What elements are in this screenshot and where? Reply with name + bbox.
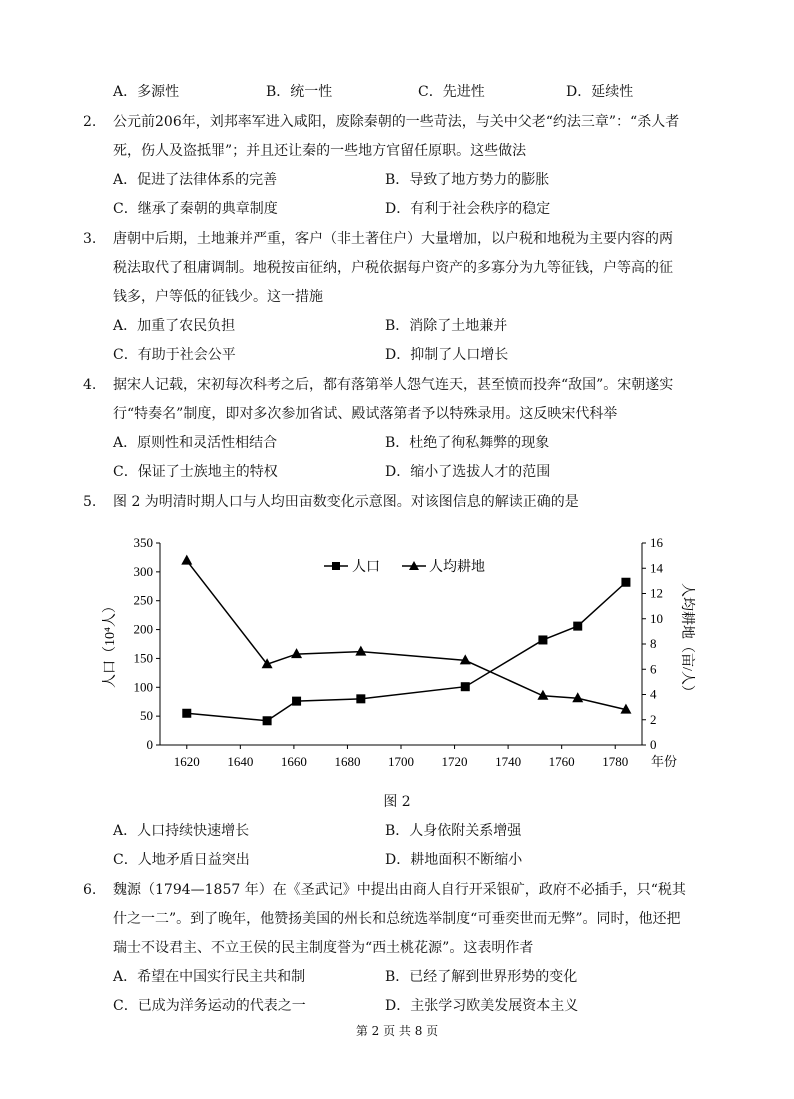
y-left-tick-label: 150: [133, 650, 153, 666]
q3-option-c: C．有助于社会公平: [113, 347, 236, 363]
x-tick-label: 1700: [388, 754, 414, 769]
population-point: [356, 694, 365, 703]
q5-number: 5.: [83, 494, 97, 510]
y-right-tick-label: 12: [650, 585, 663, 601]
q4-stem-line-2: 行“特奏名”制度，即对多次参加省试、殿试落第者予以特殊录用。这反映宋代科举: [113, 406, 618, 422]
x-tick-label: 1760: [548, 754, 575, 769]
q3-number: 3.: [83, 231, 97, 247]
population-point: [263, 716, 272, 725]
q4-option-c: C．保证了士族地主的特权: [113, 464, 278, 480]
y-left-tick-label: 350: [133, 535, 153, 550]
q6-option-b: B．已经了解到世界形势的变化: [385, 969, 578, 985]
y-left-tick-label: 0: [146, 737, 153, 752]
q2-stem-line-2: 死，伤人及盗抵罪”；并且还让秦的一些地方官留任原职。这些做法: [113, 143, 527, 159]
q4-stem-line-1: 据宋人记载，宋初每次科考之后，都有落第举人怨气连天，甚至愤而投奔“敌国”。宋朝遂实: [113, 377, 674, 393]
y-right-tick-label: 6: [650, 661, 657, 677]
y-right-tick-label: 14: [650, 560, 663, 576]
y-left-tick-label: 300: [133, 563, 153, 579]
population-point: [182, 709, 191, 718]
y-left-tick-label: 200: [133, 621, 153, 637]
q2-number: 2.: [83, 114, 97, 130]
x-tick-label: 1740: [495, 754, 522, 769]
q6-stem-line-2: 什之一二”。到了晚年，他赞扬美国的州长和总统选举制度“可垂奕世而无弊”。同时，他还把: [113, 911, 681, 927]
population-point: [292, 697, 301, 706]
x-tick-label: 1680: [334, 754, 361, 769]
q2-option-c: C．继承了秦朝的典章制度: [113, 201, 278, 217]
y-right-tick-label: 4: [650, 686, 657, 702]
q6-stem-line-1: 魏源（1794—1857 年）在《圣武记》中提出由商人自行开采银矿，政府不必插手，只“税其: [113, 882, 686, 898]
legend-farmland-label: 人均耕地: [429, 560, 485, 575]
farmland-point: [291, 648, 302, 658]
population-point: [621, 578, 630, 587]
x-tick-label: 1660: [280, 754, 307, 769]
q3-option-b: B．消除了土地兼并: [385, 318, 508, 334]
q6-option-d: D．主张学习欧美发展资本主义: [385, 998, 579, 1014]
y-left-tick-label: 250: [133, 592, 153, 608]
q4-option-d: D．缩小了选拔人才的范围: [385, 464, 551, 480]
series-line-1: [187, 582, 626, 721]
q5-option-d: D．耕地面积不断缩小: [385, 852, 523, 868]
q3-option-a: A．加重了农民负担: [113, 318, 236, 334]
farmland-point: [181, 555, 192, 565]
page-footer: 第 2 页 共 8 页: [355, 1024, 439, 1038]
q4-option-a: A．原则性和灵活性相结合: [113, 435, 278, 451]
y-right-tick-label: 0: [650, 737, 657, 752]
chart-axes: [134, 535, 678, 769]
q6-number: 6.: [83, 882, 97, 898]
q2-option-d: D．有利于社会秩序的稳定: [385, 201, 551, 217]
q6-option-a: A．希望在中国实行民主共和制: [113, 969, 306, 985]
q1-option-d: D．延续性: [566, 84, 634, 100]
q6-option-c: C．已成为洋务运动的代表之一: [113, 998, 306, 1014]
q1-option-c: C．先进性: [418, 84, 485, 100]
legend-population-label: 人口: [352, 560, 380, 575]
y-left-tick-label: 100: [133, 679, 153, 695]
x-tick-label: 1620: [173, 754, 200, 769]
y-right-tick-label: 2: [650, 711, 657, 727]
chart-series: [181, 555, 631, 726]
q3-option-d: D．抑制了人口增长: [385, 347, 509, 363]
chart-legend: [324, 558, 485, 575]
x-tick-label: 1720: [441, 754, 468, 769]
q2-stem-line-1: 公元前206年，刘邦率军进入咸阳，废除秦朝的一些苛法，与关中父老“约法三章”：“杀人者: [113, 114, 680, 130]
y-right-tick-label: 10: [650, 610, 663, 626]
q2-option-a: A．促进了法律体系的完善: [113, 172, 278, 188]
population-point: [573, 622, 582, 631]
q4-number: 4.: [83, 377, 97, 393]
x-tick-label: 1780: [602, 754, 629, 769]
population-point: [538, 635, 547, 644]
x-axis-label: 年份: [650, 754, 678, 769]
q3-stem-line-3: 钱多，户等低的征钱少。这一措施: [113, 289, 323, 305]
y-axis-right-label: 人均耕地（亩/人）: [679, 583, 694, 699]
q4-option-b: B．杜绝了徇私舞弊的现象: [385, 435, 550, 451]
series-line-2: [187, 561, 626, 710]
population-farmland-chart: [100, 528, 720, 778]
q5-option-b: B．人身依附关系增强: [385, 823, 522, 839]
farmland-point: [355, 646, 366, 656]
y-right-tick-label: 16: [650, 535, 663, 550]
y-axis-left-label: 人口（10⁴人）: [103, 599, 118, 688]
q2-option-b: B．导致了地方势力的膨胀: [385, 172, 550, 188]
q5-option-c: C．人地矛盾日益突出: [113, 852, 250, 868]
y-left-tick-label: 50: [140, 708, 153, 724]
q3-stem-line-2: 税法取代了租庸调制。地税按亩征纳，户税依据每户资产的多寡分为九等征钱，户等高的征: [113, 260, 673, 276]
q5-option-a: A．人口持续快速增长: [113, 823, 250, 839]
figure-caption: 图 2: [383, 794, 411, 810]
y-right-tick-label: 8: [650, 636, 657, 651]
population-point: [461, 682, 470, 691]
q3-stem-line-1: 唐朝中后期，土地兼并严重，客户（非土著住户）大量增加，以户税和地税为主要内容的两: [113, 231, 673, 247]
q1-option-b: B．统一性: [266, 84, 333, 100]
q5-stem-line-1: 图 2 为明清时期人口与人均田亩数变化示意图。对该图信息的解读正确的是: [113, 494, 579, 510]
x-tick-label: 1640: [227, 754, 254, 769]
q1-option-a: A．多源性: [113, 84, 180, 100]
q6-stem-line-3: 瑞士不设君主、不立王侯的民主制度誉为“西土桃花源”。这表明作者: [113, 940, 534, 956]
